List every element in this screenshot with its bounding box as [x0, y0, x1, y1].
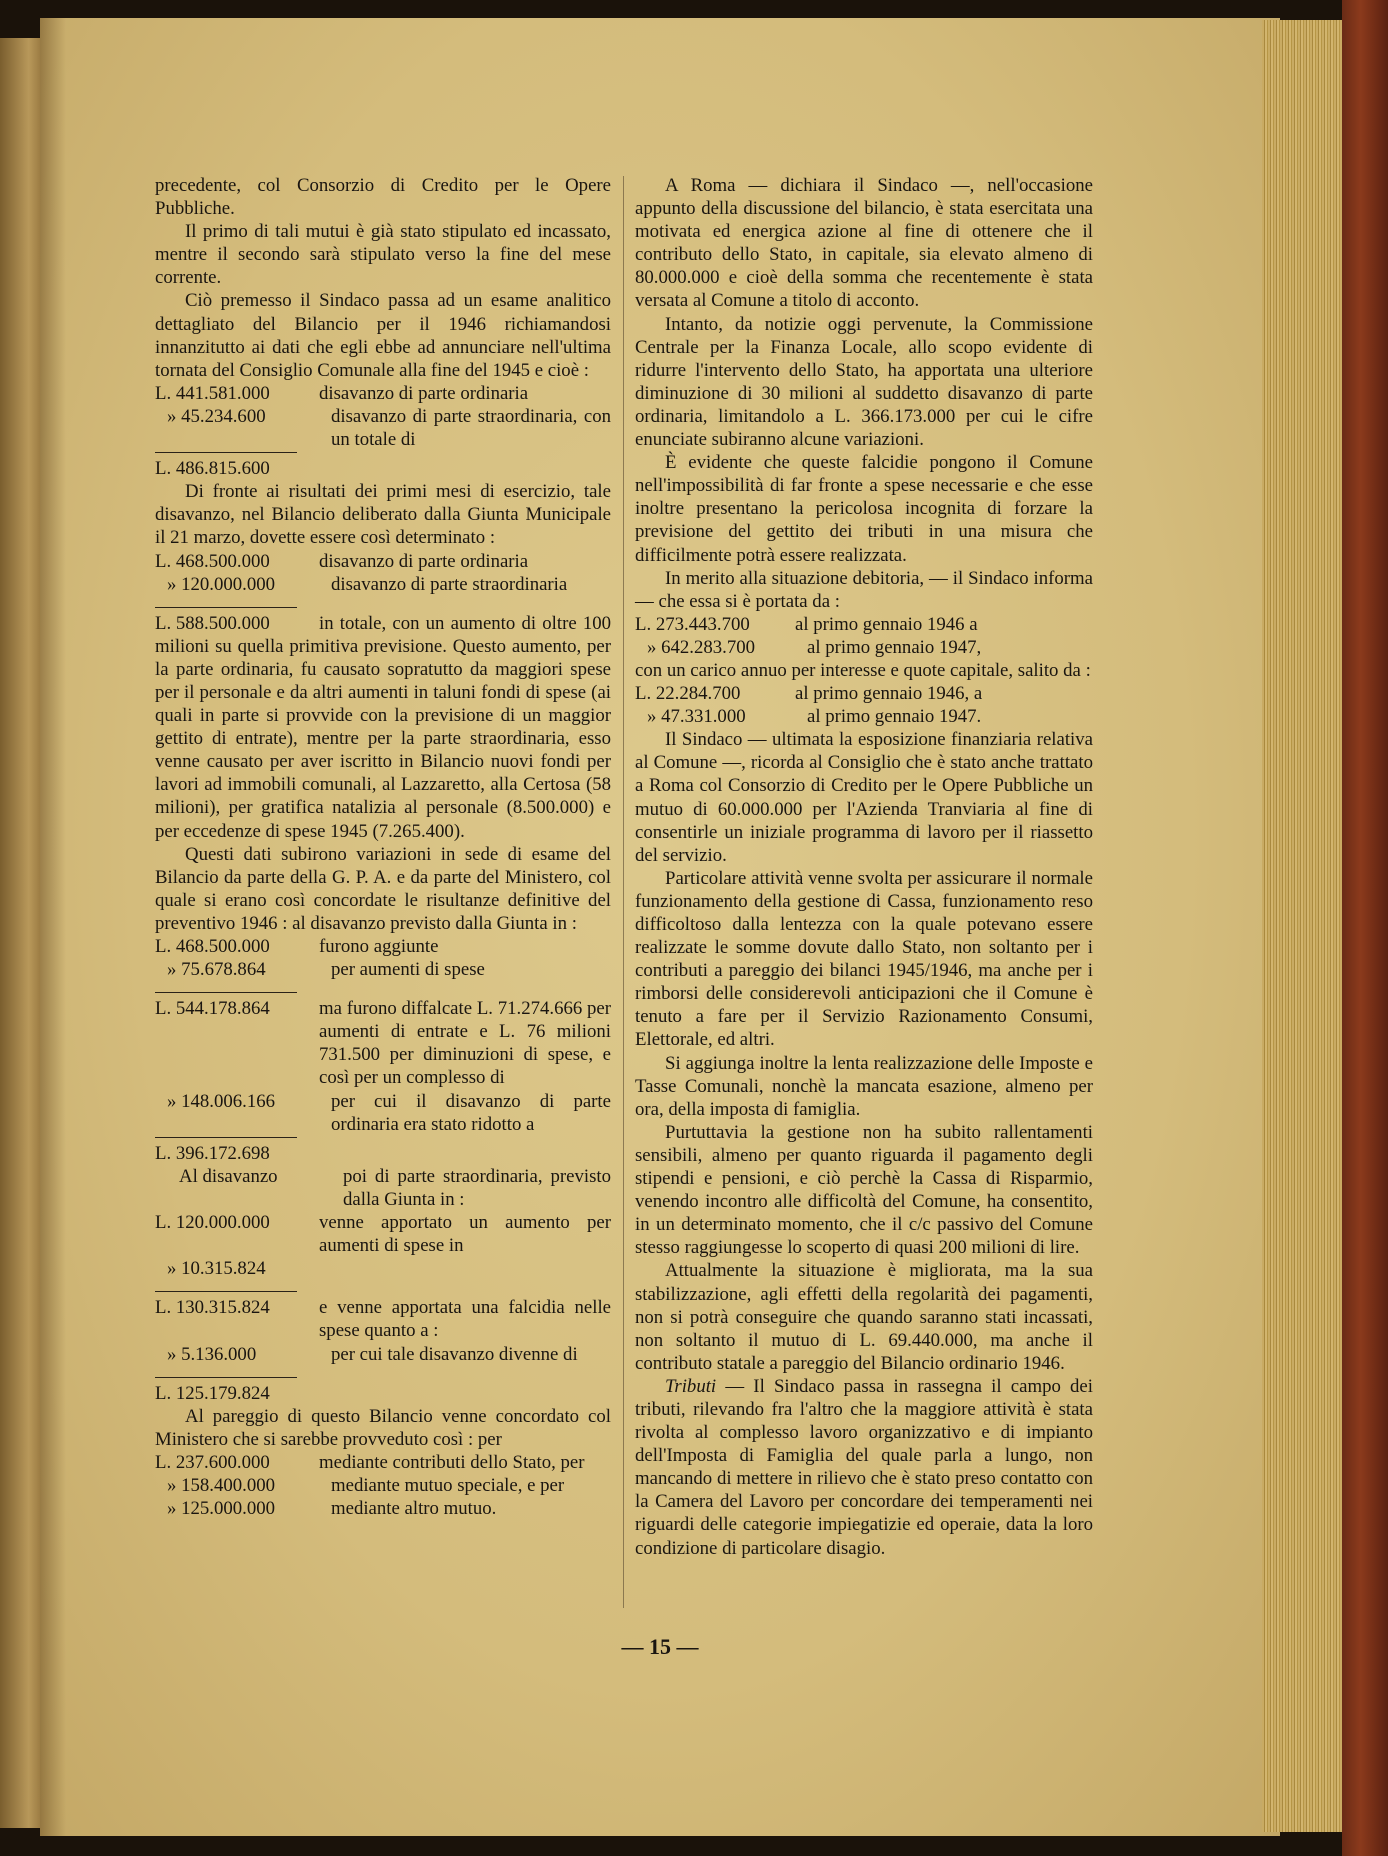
paragraph: Il Sindaco — ultimata la esposizione finanziaria relativa al Comune —, ricorda al Consiglio che è stato anche trattato a Roma col Consorzio di Credito per le Opere Pubbliche un mutuo di 60.000.000 per l'Azienda Tranviaria al fine di consentirle un iniziale programma di lavoro per il riassetto del servizio. — [635, 729, 1093, 866]
amount: » 45.234.600 — [167, 405, 266, 427]
paragraph: Purtuttavia la gestione non ha subito rallentamenti sensibili, almeno per quanto riguarda il pagamento degli stipendi e pensioni, e ciò perchè la Cassa di Risparmio, venendo incontro alle difficoltà del Comune, ha consentito, in un determinato momento, che il c/c passivo del Comune stesso raggiungesse lo scoperto di quasi 200 milioni di lire. — [635, 1121, 1093, 1259]
amount: L. 468.500.000 — [155, 936, 270, 957]
amount-total: L. 396.172.698 — [155, 1142, 270, 1164]
sum-rule — [155, 1377, 297, 1378]
paragraph: Di fronte ai risultati dei primi mesi di esercizio, tale disavanzo, nel Bilancio deliberato dalla Giunta Municipale il 21 marzo, dovette essere così determinato : — [155, 481, 611, 549]
amount-description: venne apportato un aumento per aumenti di spese in — [319, 1212, 611, 1257]
figure-row — [155, 1090, 611, 1136]
left-column — [155, 174, 611, 1520]
page-gutter-shadow — [40, 18, 66, 1836]
amount-total: L. 125.179.824 — [155, 1382, 270, 1404]
amount: » 148.006.166 — [167, 1090, 275, 1112]
amount-description: mediante mutuo speciale, e per — [331, 1474, 565, 1496]
book-binding — [1342, 0, 1388, 1856]
page-number: — 15 — — [621, 1634, 699, 1659]
amount-description: per cui tale disavanzo divenne di — [331, 1343, 578, 1365]
amount: L. 130.315.824 — [155, 1297, 270, 1319]
paragraph-body: — Il Sindaco passa in rassegna il campo dei tributi, rilevando fra l'altro che la maggiore attività è stata rivolta al complesso lavoro organizzativo e di impianto dell'Imposta di Famiglia del quale parla a lungo, non mancando di mettere in rilievo che è stato preso contatto con la Camera del Lavoro per concordare dei temperamenti nei riguardi delle categorie impiegatizie ed operaie, data la loro condizione di particolare disagio. — [635, 1375, 1093, 1559]
amount: » 158.400.000 — [167, 1474, 275, 1496]
figure-row — [155, 997, 611, 1089]
figure-row — [155, 958, 611, 981]
paragraph: Particolare attività venne svolta per assicurare il normale funzionamento della gestione di Cassa, funzionamento reso difficoltoso dalla lentezza con la quale potevano essere realizzate le somme dovute dallo Stato, non soltanto per i contributi a pareggio dei bilanci 1945/1946, ma anche per i rimborsi delle considerevoli anticipazioni che il Comune è tenuto a fare per il Servizio Razionamento Consumi, Elettorale, ed altri. — [635, 867, 1093, 1051]
amount: » 5.136.000 — [167, 1343, 257, 1365]
figure-row — [635, 613, 1093, 636]
paragraph: Il primo di tali mutui è già stato stipulato ed incassato, mentre il secondo sarà stipulato verso la fine del mese corrente. — [155, 221, 611, 289]
amount: L. 237.600.000 — [155, 1451, 270, 1473]
amount: » 10.315.824 — [167, 1258, 266, 1280]
sum-rule — [155, 1137, 297, 1138]
paragraph: poi di parte straordinaria, previsto dalla Giunta in : — [343, 1165, 611, 1210]
amount-description: e venne apportata una falcidia nelle spese quanto a : — [319, 1297, 611, 1342]
amount-description: disavanzo di parte straordinaria, con un totale di — [331, 405, 611, 451]
figure-row — [155, 935, 611, 958]
right-column — [635, 174, 1093, 1560]
paragraph: Al pareggio di questo Bilancio venne concordato col Ministero che si sarebbe provveduto così : per — [155, 1405, 611, 1450]
paragraph: in totale, con un aumento di oltre 100 milioni su quella primitiva previsione. Questo aumento, per la parte ordinaria, fu causato sopratutto da maggiori spese per il personale e da altri aumenti in taluni fondi di spese (ai quali in parte si provvide con la previsione di un maggior gettito di entrate), mentre per la parte straordinaria, esso venne causato per aver iscritto in Bilancio nuovi fondi per lavori ad immobili comunali, al Lazzaretto, alla Certosa (58 milioni), per gratifica natalizia al personale (8.500.000) e per eccedenze di spese 1945 (7.265.400). — [155, 612, 611, 842]
amount: L. 468.500.000 — [155, 550, 270, 572]
paragraph: con un carico annuo per interesse e quote capitale, salito da : — [635, 659, 1091, 681]
amount-description: mediante altro mutuo. — [331, 1498, 497, 1520]
paragraph: È evidente che queste falcidie pongono il Comune nell'impossibilità di far fronte a spese necessarie e che esse inoltre presentano la pericolosa incognita di forzare la previsione del gettito dei tributi in una misura che difficilmente potrà essere realizzata. — [635, 452, 1093, 566]
paragraph: A Roma — dichiara il Sindaco —, nell'occasione appunto della discussione del bilancio, è stata esercitata una motivata ed energica azione al fine di ottenere che il contributo dello Stato, in capitale, sia elevato almeno di 80.000.000 e cioè della somma che recentemente è stata versata al Comune a titolo di acconto. — [635, 175, 1093, 312]
figure-row — [635, 682, 1093, 705]
figure-row — [155, 1211, 611, 1257]
amount-total: L. 486.815.600 — [155, 458, 270, 480]
figure-row — [155, 1343, 611, 1366]
amount: » 75.678.864 — [167, 959, 266, 981]
amount-description: disavanzo di parte straordinaria — [331, 573, 568, 595]
figure-row — [155, 1296, 611, 1342]
paragraph: Attualmente la situazione è migliorata, ma la sua stabilizzazione, agli effetti della regolarità dei pagamenti, non si potrà conseguire che quando saranno stati incassati, non soltanto il mutuo di L. 69.440.000, ma anche il contributo statale a pareggio del Bilancio ordinario 1946. — [635, 1260, 1093, 1374]
amount: » 47.331.000 — [647, 706, 746, 728]
amount: » 125.000.000 — [167, 1498, 275, 1520]
amount-description: disavanzo di parte ordinaria — [319, 550, 529, 572]
paragraph: In merito alla situazione debitoria, — il Sindaco informa — che essa si è portata da : — [635, 567, 1093, 612]
figure-row — [635, 705, 1093, 728]
amount: L. 544.178.864 — [155, 998, 270, 1020]
amount: » 120.000.000 — [167, 573, 275, 595]
figure-row — [635, 636, 1093, 659]
figure-row — [155, 382, 611, 405]
figure-row — [155, 1474, 611, 1497]
sum-rule — [155, 607, 297, 608]
amount-description: al primo gennaio 1946 a — [795, 613, 978, 635]
sum-rule — [155, 1291, 297, 1292]
amount-description: ma furono diffalcate L. 71.274.666 per aumenti di entrate e L. 76 milioni 731.500 per diminuzioni di spese, e così per un complesso di — [319, 998, 611, 1089]
amount-description: per aumenti di spese — [331, 959, 485, 981]
paragraph: precedente, col Consorzio di Credito per le Opere Pubbliche. — [155, 175, 611, 220]
figure-row — [155, 1497, 611, 1520]
paragraph: Si aggiunga inoltre la lenta realizzazione delle Imposte e Tasse Comunali, nonchè la mancata esazione, almeno per ora, della imposta di famiglia. — [635, 1052, 1093, 1120]
amount-description: al primo gennaio 1947. — [807, 706, 982, 728]
section-heading: Tributi — [665, 1375, 717, 1397]
paragraph — [635, 1375, 1093, 1560]
amount-description: disavanzo di parte ordinaria — [319, 382, 529, 404]
figure-row — [155, 457, 611, 480]
figure-row — [155, 1165, 611, 1211]
amount: L. 273.443.700 — [635, 613, 750, 635]
amount: » 642.283.700 — [647, 636, 755, 658]
amount-description: al primo gennaio 1947, — [807, 636, 982, 658]
amount-total: L. 588.500.000 — [155, 612, 270, 634]
paragraph: Intanto, da notizie oggi pervenute, la Commissione Centrale per la Finanza Locale, allo scopo evidente di ridurre l'intervento dello Stato, ha apportata una ulteriore diminuzione di 30 milioni al suddetto disavanzo di parte ordinaria, limitandolo a L. 366.173.000 per cui le cifre enunciate subiranno alcune variazioni. — [635, 313, 1093, 451]
amount: L. 120.000.000 — [155, 1212, 270, 1234]
column-divider — [623, 176, 624, 1608]
figure-row — [155, 405, 611, 451]
figure-row — [155, 550, 611, 573]
paragraph: Ciò premesso il Sindaco passa ad un esame analitico dettagliato del Bilancio per il 1946 richiamandosi innanzitutto ai dati che egli ebbe ad annunciare nell'ultima tornata del Consiglio Comunale alla fine del 1945 e cioè : — [155, 290, 611, 381]
amount-description: al primo gennaio 1946, a — [795, 683, 983, 705]
figure-row — [155, 1257, 611, 1280]
paragraph-start: Al disavanzo — [179, 1165, 278, 1187]
amount: L. 441.581.000 — [155, 382, 270, 404]
sum-rule — [155, 452, 297, 453]
stacked-page-edges — [1262, 20, 1354, 1832]
figure-row — [155, 1142, 611, 1165]
figure-row — [155, 573, 611, 596]
paragraph: Questi dati subirono variazioni in sede di esame del Bilancio da parte della G. P. A. e da parte del Ministero, col quale si erano così concordate le risultanze definitive del preventivo 1946 : al disavanzo previsto dalla Giunta in : — [155, 843, 611, 934]
figure-row — [155, 1451, 611, 1474]
amount-description: per cui il disavanzo di parte ordinaria era stato ridotto a — [331, 1090, 611, 1135]
sum-rule — [155, 992, 297, 993]
figure-row — [155, 1382, 611, 1405]
amount: L. 22.284.700 — [635, 683, 741, 705]
amount-description: mediante contributi dello Stato, per — [319, 1451, 585, 1473]
amount-description: furono aggiunte — [319, 936, 439, 957]
